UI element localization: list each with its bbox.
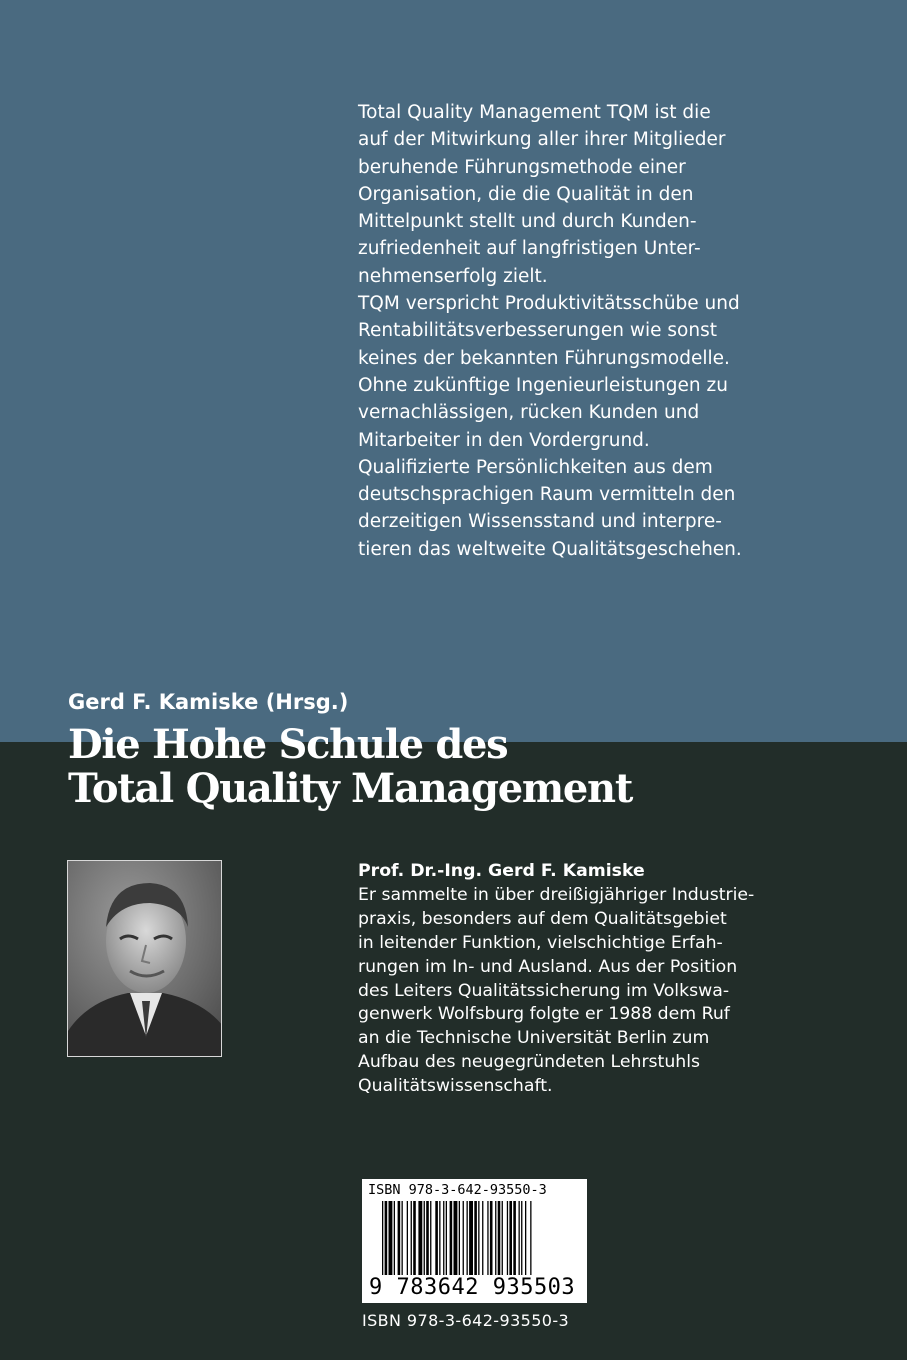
barcode-bar bbox=[459, 1201, 460, 1281]
barcode-bar bbox=[509, 1201, 512, 1281]
blurb-line: Qualifizierte Persönlichkeiten aus dem bbox=[358, 456, 713, 478]
isbn-number: ISBN 978-3-642-93550-3 bbox=[362, 1311, 570, 1330]
barcode-bar bbox=[521, 1201, 522, 1281]
barcode-bar bbox=[487, 1201, 488, 1281]
author-portrait-icon bbox=[68, 861, 222, 1057]
book-title bbox=[68, 723, 632, 811]
barcode-bar bbox=[482, 1201, 483, 1281]
barcode-bar bbox=[402, 1201, 403, 1281]
author-bio-line: in leitender Funktion, vielschichtige Erfah- bbox=[358, 932, 723, 953]
barcode-bar bbox=[502, 1201, 503, 1281]
author-bio bbox=[358, 860, 798, 1099]
barcode-bar bbox=[478, 1201, 479, 1281]
barcode-bar bbox=[389, 1201, 393, 1281]
barcode-bar bbox=[495, 1201, 496, 1281]
barcode-bar bbox=[513, 1201, 516, 1281]
barcode-bar bbox=[446, 1201, 447, 1281]
barcode-bar bbox=[469, 1201, 473, 1281]
barcode-bar bbox=[439, 1201, 440, 1281]
blurb-line: auf der Mitwirkung aller ihrer Mitglieder bbox=[358, 129, 726, 151]
author-bio-line: praxis, besonders auf dem Qualitätsgebiet bbox=[358, 908, 727, 929]
author-bio-line: Er sammelte in über dreißigjähriger Industrie- bbox=[358, 884, 755, 905]
blurb-line: TQM verspricht Produktivitätsschübe und bbox=[358, 293, 740, 315]
barcode-bar bbox=[454, 1201, 458, 1281]
barcode-bar bbox=[394, 1201, 395, 1281]
blurb-line: tieren das weltweite Qualitätsgeschehen. bbox=[358, 538, 742, 560]
blurb-line: Mittelpunkt stellt und durch Kunden- bbox=[358, 211, 697, 233]
barcode-bar bbox=[467, 1201, 468, 1281]
barcode-bar bbox=[407, 1201, 408, 1281]
barcode-bar bbox=[507, 1201, 508, 1281]
book-title-line-2: Total Quality Management bbox=[68, 765, 632, 812]
blurb-line: Mitarbeiter in den Vordergrund. bbox=[358, 429, 650, 451]
author-bio-name: Prof. Dr.-Ing. Gerd F. Kamiske bbox=[358, 861, 645, 881]
barcode-bar bbox=[443, 1201, 444, 1281]
author-bio-line: an die Technische Universität Berlin zum bbox=[358, 1028, 710, 1049]
barcode-bar bbox=[424, 1201, 425, 1281]
blurb-line: nehmenserfolg zielt. bbox=[358, 265, 548, 287]
blurb-line: Organisation, die die Qualität in den bbox=[358, 183, 694, 205]
author-bio-line: Aufbau des neugegründeten Lehrstuhls bbox=[358, 1052, 701, 1073]
author-bio-line: genwerk Wolfsburg folgte er 1988 dem Ruf bbox=[358, 1004, 730, 1025]
barcode-bar bbox=[430, 1201, 431, 1281]
author-bio-line: rungen im In- und Ausland. Aus der Position bbox=[358, 956, 738, 977]
barcode-bar bbox=[490, 1201, 493, 1281]
barcode-bar bbox=[418, 1201, 422, 1281]
blurb-line: Total Quality Management TQM ist die bbox=[358, 102, 711, 123]
barcode-bar bbox=[426, 1201, 429, 1281]
barcode-bar bbox=[398, 1201, 401, 1281]
barcode-bar bbox=[463, 1201, 464, 1281]
barcode-bar bbox=[498, 1201, 501, 1281]
blurb-line: Rentabilitätsverbesserungen wie sonst bbox=[358, 320, 717, 342]
blurb-line: keines der bekannten Führungsmodelle. bbox=[358, 347, 730, 369]
author-portrait-icon bbox=[67, 860, 222, 1057]
barcode-bar bbox=[435, 1201, 438, 1281]
author-bio-line: Qualitätswissenschaft. bbox=[358, 1076, 553, 1097]
barcode-isbn-label: ISBN 978-3-642-93550-3 bbox=[368, 1182, 547, 1198]
barcode bbox=[362, 1179, 587, 1303]
barcode-digits: 9 783642 935503 bbox=[369, 1275, 576, 1300]
barcode-bar bbox=[413, 1201, 416, 1281]
barcode-bar bbox=[474, 1201, 477, 1281]
barcode-bar bbox=[519, 1201, 520, 1281]
blurb-line: vernachlässigen, rücken Kunden und bbox=[358, 402, 700, 424]
blurb-line: Ohne zukünftige Ingenieurleistungen zu bbox=[358, 374, 728, 396]
barcode-bar bbox=[411, 1201, 412, 1281]
blurb-line: beruhende Führungsmethode einer bbox=[358, 156, 686, 178]
blurb-line: zufriedenheit auf langfristigen Unter- bbox=[358, 238, 701, 260]
author-bio-line: des Leiters Qualitätssicherung im Volkswa- bbox=[358, 980, 730, 1001]
editor-name: Gerd F. Kamiske (Hrsg.) bbox=[68, 690, 349, 714]
barcode-bar bbox=[450, 1201, 453, 1281]
blurb-line: derzeitigen Wissensstand und interpre- bbox=[358, 511, 722, 533]
blurb-line: deutschsprachigen Raum vermitteln den bbox=[358, 484, 736, 506]
book-title-line-1: Die Hohe Schule des bbox=[68, 721, 508, 768]
blurb-text bbox=[358, 99, 778, 563]
